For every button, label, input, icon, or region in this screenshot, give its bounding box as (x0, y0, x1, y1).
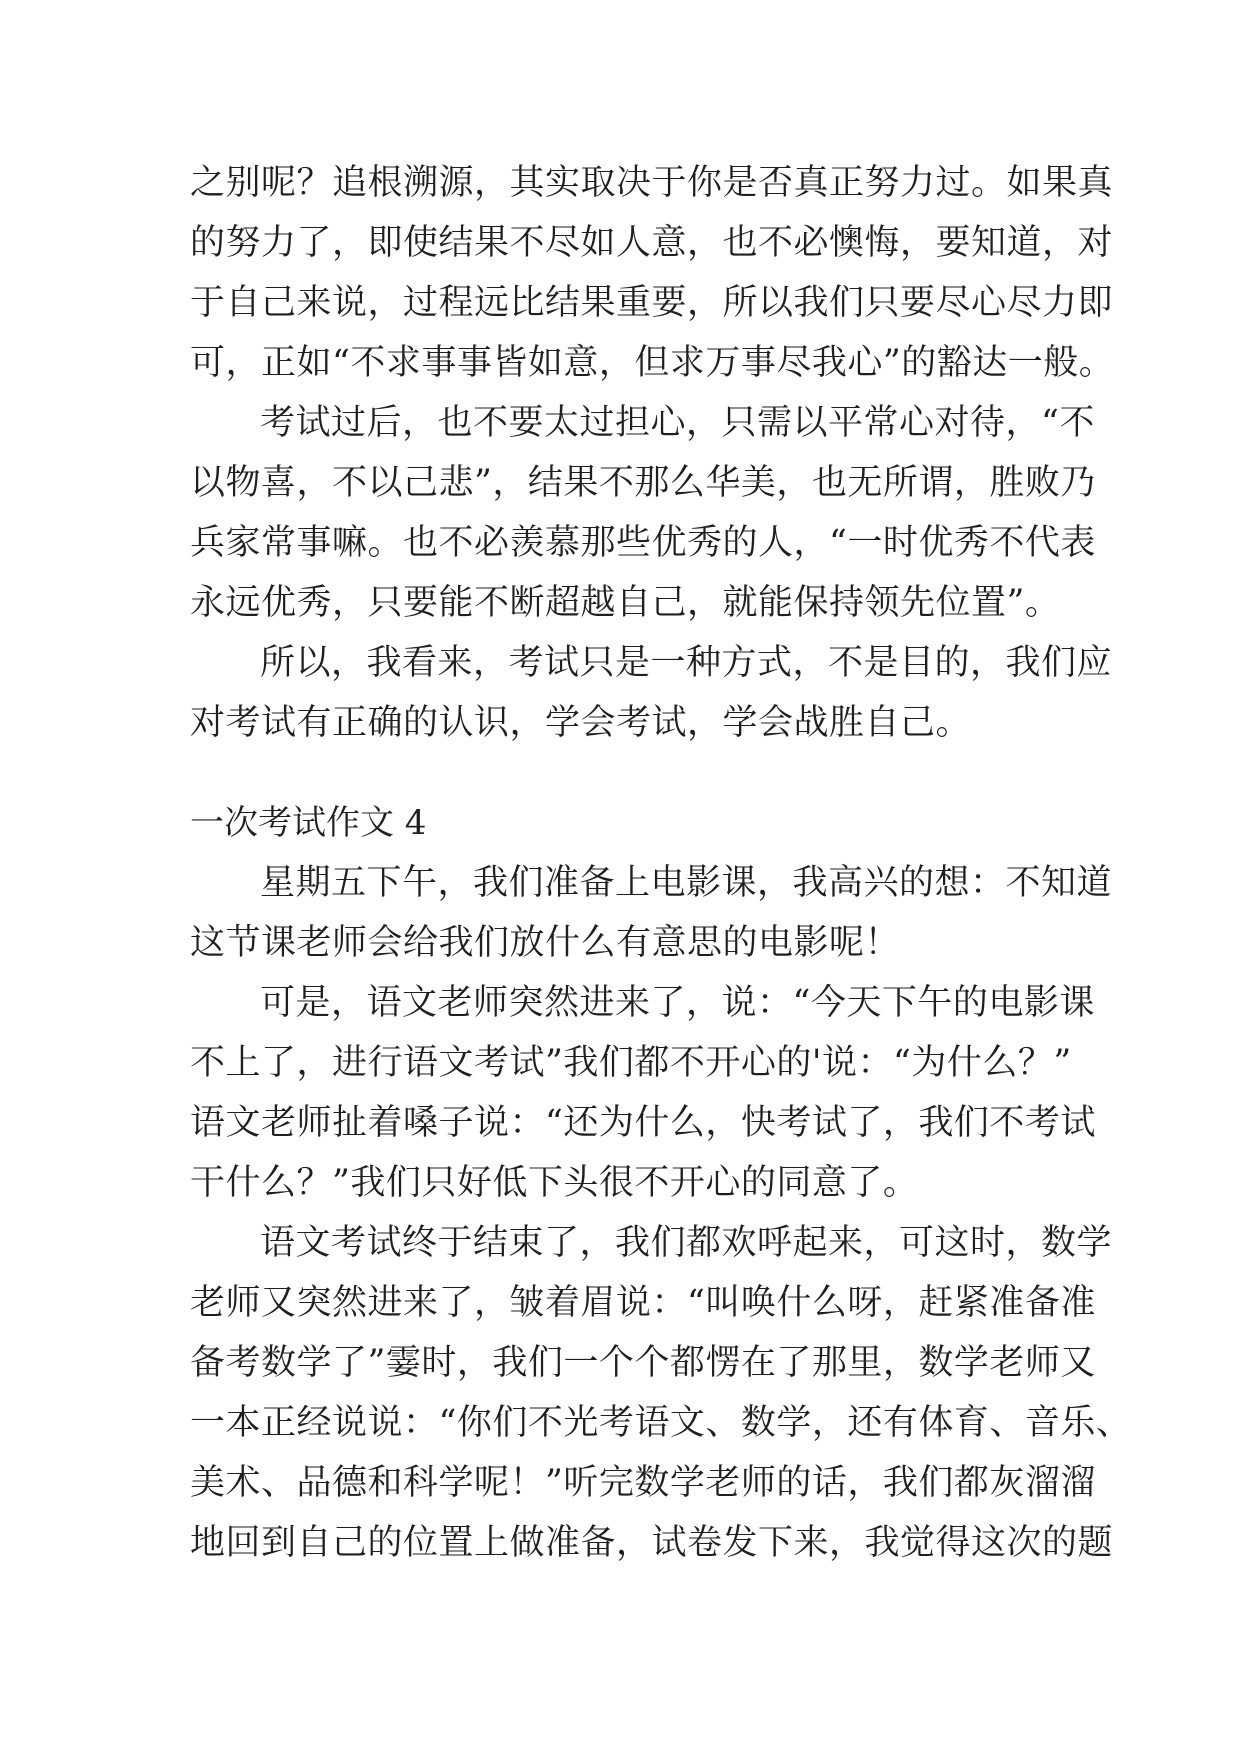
paragraph-line: 不上了，进行语文考试”我们都不开心的'说：“为什么？” (190, 1043, 1072, 1083)
paragraph-line: 对考试有正确的认识，学会考试，学会战胜自己。 (190, 703, 972, 743)
paragraph-1 (190, 153, 1115, 393)
paragraph-line: 美术、品德和科学呢！”听完数学老师的话，我们都灰溜溜 (190, 1463, 1096, 1503)
paragraph-line: 地回到自己的位置上做准备，试卷发下来，我觉得这次的题 (190, 1523, 1114, 1563)
paragraph-line: 的努力了，即使结果不尽如人意，也不必懊悔，要知道，对 (190, 223, 1114, 263)
section-heading: 一次考试作文 4 (190, 803, 427, 843)
paragraph-line: 兵家常事嘛。也不必羡慕那些优秀的人，“一时优秀不代表 (190, 523, 1096, 563)
paragraph-line: 于自己来说，过程远比结果重要，所以我们只要尽心尽力即 (190, 283, 1114, 323)
paragraph-line: 星期五下午，我们准备上电影课，我高兴的想：不知道 (260, 863, 1113, 903)
paragraph-5 (190, 973, 1096, 1213)
paragraph-line: 以物喜，不以己悲”，结果不那么华美，也无所谓，胜败乃 (190, 463, 1096, 503)
paragraph-line: 备考数学了”霎时，我们一个个都愣在了那里，数学老师又 (190, 1343, 1096, 1383)
paragraph-2 (190, 393, 1096, 633)
paragraph-line: 这节课老师会给我们放什么有意思的电影呢！ (190, 923, 901, 963)
paragraph-line: 可是，语文老师突然进来了，说：“今天下午的电影课 (260, 983, 1095, 1023)
paragraph-line: 之别呢？追根溯源，其实取决于你是否真正努力过。如果真 (190, 163, 1114, 203)
paragraph-6 (190, 1213, 1132, 1573)
paragraph-line: 考试过后，也不要太过担心，只需以平常心对待，“不 (260, 403, 1095, 443)
paragraph-line: 可，正如“不求事事皆如意，但求万事尽我心”的豁达一般。 (190, 343, 1115, 383)
paragraph-line: 所以，我看来，考试只是一种方式，不是目的，我们应 (260, 643, 1113, 683)
paragraph-line: 老师又突然进来了，皱着眉说：“叫唤什么呀，赶紧准备准 (190, 1283, 1096, 1323)
paragraph-line: 语文老师扯着嗓子说：“还为什么，快考试了，我们不考试 (190, 1103, 1096, 1143)
paragraph-line: 干什么？”我们只好低下头很不开心的同意了。 (190, 1163, 919, 1203)
paragraph-4 (190, 853, 1113, 973)
paragraph-line: 一本正经说说：“你们不光考语文、数学，还有体育、音乐、 (190, 1403, 1132, 1443)
paragraph-3 (190, 633, 1113, 753)
paragraph-line: 语文考试终于结束了，我们都欢呼起来，可这时，数学 (260, 1223, 1113, 1263)
paragraph-line: 永远优秀，只要能不断超越自己，就能保持领先位置”。 (190, 583, 1061, 623)
